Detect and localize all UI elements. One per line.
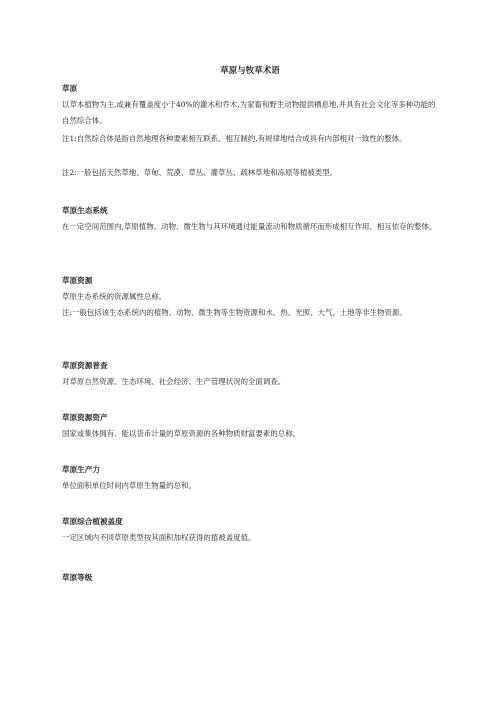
note-paragraph: 注2:一般包括天然草地、草甸、荒漠、草丛、灌草丛、疏林草地和冻原等植被类型。 (62, 168, 338, 177)
definition-paragraph: 一定区域内不同草原类型按其面积加权获得的植被盖度值。 (62, 533, 256, 542)
definition-paragraph: 以草本植物为主,或兼有覆盖度小于40%的灌木和乔木,为家畜和野生动物提供栖息地,并具有社会文化等多种功能的自然综合体。 (62, 100, 436, 125)
term-heading: 草原资源普查 (62, 361, 108, 370)
definition-paragraph: 国家或集体拥有、能以货币计量的草原资源的各种物质财富要素的总称。 (62, 429, 301, 438)
term-heading: 草原生产力 (62, 465, 100, 474)
term-heading: 草原资源资产 (62, 413, 108, 422)
term-heading: 草原资源 (62, 276, 93, 285)
definition-paragraph: 单位面积单位时间内草原生物量的总和。 (62, 481, 196, 490)
term-heading: 草原等级 (62, 573, 93, 582)
definition-paragraph: 对草原自然资源、生态环境、社会经济、生产管理状况的全面调查。 (62, 377, 286, 386)
note-paragraph: 注:一般包括该生态系统内的植物、动物、微生物等生物资源和水、热、光照、大气、土地等非生物资源。 (62, 308, 407, 317)
term-heading: 草原 (62, 84, 78, 93)
definition-paragraph: 在一定空间范围内,草原植物、动物、微生物与其环境通过能量流动和物质循环而形成相互作用、相互依存的整体。 (62, 222, 437, 231)
definition-paragraph: 草原生态系统的资源属性总称。 (62, 292, 167, 301)
note-paragraph: 注1:自然综合体是指自然地理各种要素相互联系、相互制约,有规律地结合成具有内部相对一致性的整体。 (62, 134, 407, 143)
document-title: 草原与牧草术语 (220, 66, 280, 76)
term-heading: 草原综合植被盖度 (62, 517, 123, 526)
term-heading: 草原生态系统 (62, 206, 108, 215)
